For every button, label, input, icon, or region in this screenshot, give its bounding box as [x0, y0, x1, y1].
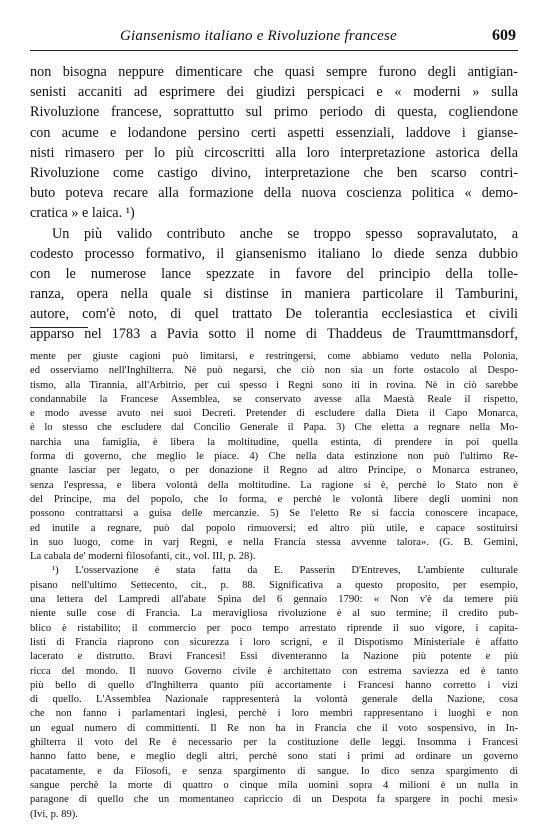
page-header	[30, 24, 518, 51]
footnote-line: ed osserviamo nell'Inghilterra. Nè può negarsi, che ciò non sia un forte ostacolo al Despo-	[30, 365, 518, 377]
text-line: Rivoluzione francese, soprattutto sul primo periodo di questa, cogliendone	[30, 104, 518, 121]
text-line: apparso nel 1783 a Pavia sotto il nome di Thaddeus de Traumttmansdorf,	[30, 326, 518, 343]
body-text	[30, 62, 518, 345]
footnote-line: pisano nell'ultimo Settecento, cit., p. 88. Significativa a questo proposito, per esempio,	[30, 579, 518, 591]
footnote-line: (Ivi, p. 89).	[30, 808, 78, 820]
text-line: Rivoluzione come castigo divino, interpretazione che ben scarso contri-	[30, 164, 518, 181]
text-line: con acume e lodandone persino certi aspetti essenziali, laddove i gianse-	[30, 124, 518, 141]
footnote-line: paragone di quello che un momentaneo capriccio di un Despota fa spargere in pochi mesi»	[30, 794, 518, 806]
footnote-line: pacatamente, e da Filosofi, e senza spargimento di sangue. Io dico senza spargimento di	[30, 765, 518, 777]
footnote-line: blico è ristabilito; il commercio per poco tempo arrestato riprende il suo vigore, i capita-	[30, 622, 518, 634]
footnote-line: in suo luogo, come in varj Regni, e nella Francia stessa avvenne talora». (G. B. Gemini,	[30, 536, 518, 548]
footnote-line: La cabala de' moderni filosofanti, cit., vol. III, p. 28).	[30, 551, 256, 563]
footnote-line: è lo stesso che escludere dal Concilio Generale il Papa. 3) Che eletta a regnare nella Mo-	[30, 422, 518, 434]
text-line: senisti accaniti ad esprimere dei giudizi perspicaci e « moderni » sulla	[30, 84, 518, 101]
footnote-line: possono contrattarsi a guisa delle mercanzie. 5) Se l'eletto Re si faccia conoscere incapace,	[30, 508, 518, 520]
footnote-line: che non fanno i parlamentari inglesi, perchè i loro membri rappresentano i luoghi e non	[30, 708, 518, 720]
footnote-line: niente sulle cose di Francia. La meravigliosa rivoluzione è al suo termine; il credito pub-	[30, 608, 518, 620]
footnote-line: mente per giuste cagioni può limitarsi, e restringersi, come abbiamo veduto nella Polonia,	[30, 351, 518, 362]
footnote-line: ed inutile a regnare, può dal popolo rimuoversi; ed altro più utile, e capace sostituirsi	[30, 522, 518, 534]
running-title: Giansenismo italiano e Rivoluzione francese	[120, 28, 397, 44]
footnote-line: e modo avesse avuto nei suoi Decreti. Pretender di escludere dalla Dieta il Capo Monarca,	[30, 408, 518, 420]
text-line: non bisogna neppure dimenticare che quasi sempre furono degli antigian-	[30, 64, 518, 80]
text-line: buto poteva recare alla formazione della nuova coscienza politica « demo-	[30, 185, 518, 202]
footnote-line: sangue perchè la morte di quattro o cinque mila uomini sopra 4 milioni è un nulla in	[30, 779, 518, 791]
footnote-line: un egual numero di committenti. Il Re non ha in Francia che il voto sospensivo, in In-	[30, 722, 518, 734]
text-line: codesto processo formativo, il giansenismo italiano lo diede senza dubbio	[30, 245, 518, 262]
footnote-divider	[30, 327, 88, 328]
footnote-line: narchia una famiglia, è libera la moltitudine, quella estinta, di prendere in poi quella	[30, 436, 518, 448]
footnote-line: di quello. L'Assemblea Nazionale rappresenterà la volontà generale della Nazione, cosa	[30, 694, 518, 706]
footnote-line: più bello di quello d'Inghilterra quanto più accortamente i Francesi hanno corretto i vizi	[30, 679, 518, 691]
text-line: con le numerose lance spezzate in favore del principio della tolle-	[30, 265, 518, 282]
footnote-line: senza l'espressa, e libera volontà della moltitudine. La ragione si è, perchè lo Stato non è	[30, 479, 518, 491]
text-line: ranza, opera nella quale si distinse in maniera particolare il Tamburini,	[30, 286, 518, 303]
text-line: Un più valido contributo anche se troppo spesso sopravalutato, a	[52, 225, 518, 242]
page-number: 609	[492, 27, 516, 44]
footnote-line: gnante lasciar per legato, o per donazione il Regno ad altro Principe, o Monarca estraneo,	[30, 465, 518, 477]
footnote-line: lacerato e distrutto. Bravi Francesi! Essi diventeranno la Nazione più potente e più	[30, 651, 518, 663]
text-line: cratica » e laica. ¹)	[30, 205, 135, 222]
footnote-line: listi di Francia riaprono con sicurezza i loro scrigni, e il Dispotismo Ministeriale è affatto	[30, 636, 518, 648]
text-line: nisti rimasero per lo più circoscritti alla loro interpretazione astorica della	[30, 144, 518, 161]
text-line: autore, com'è noto, di quel trattato De tolerantia ecclesiastica et civili	[30, 306, 518, 323]
footnote-line: forma di governo, che meglio le piace. 4) Che nella data estinzione non può l'ultimo Re-	[30, 451, 518, 463]
footnote-line: tismo, alla Tirannia, all'Arbitrio, per cui spesso i Regni sono iti in rovina. Nè in ciò sarebbe	[30, 379, 518, 391]
footnote-line: del Principe, ma del popolo, che lo forma, e perchè le volontà libere degli uomini non	[30, 493, 518, 505]
footnote-line: ghilterra il voto del Re è necessario per la costituzione delle leggi. Insomma i Francesi	[30, 737, 518, 749]
footnote-line: ricca del mondo. Il nuovo Governo civile è architettato con estrema saviezza ed è tanto	[30, 665, 518, 677]
footnote-line: hanno fatto bene, e meglio degli altri, perchè sono stati i primi ad ordinare un governo	[30, 751, 518, 763]
footnote-line: ¹) L'osservazione è stata fatta da E. Passerin D'Entreves, L'ambiente culturale	[52, 565, 518, 577]
footnote-line: condannabile la Francese Assemblea, se conservato avesse alla Maestà Reale il rispetto,	[30, 393, 518, 405]
footnotes	[30, 350, 518, 822]
footnote-line: una lettera del Lampredi all'abate Spina del 6 gennaio 1790: « Non v'è da temere più	[30, 594, 518, 606]
